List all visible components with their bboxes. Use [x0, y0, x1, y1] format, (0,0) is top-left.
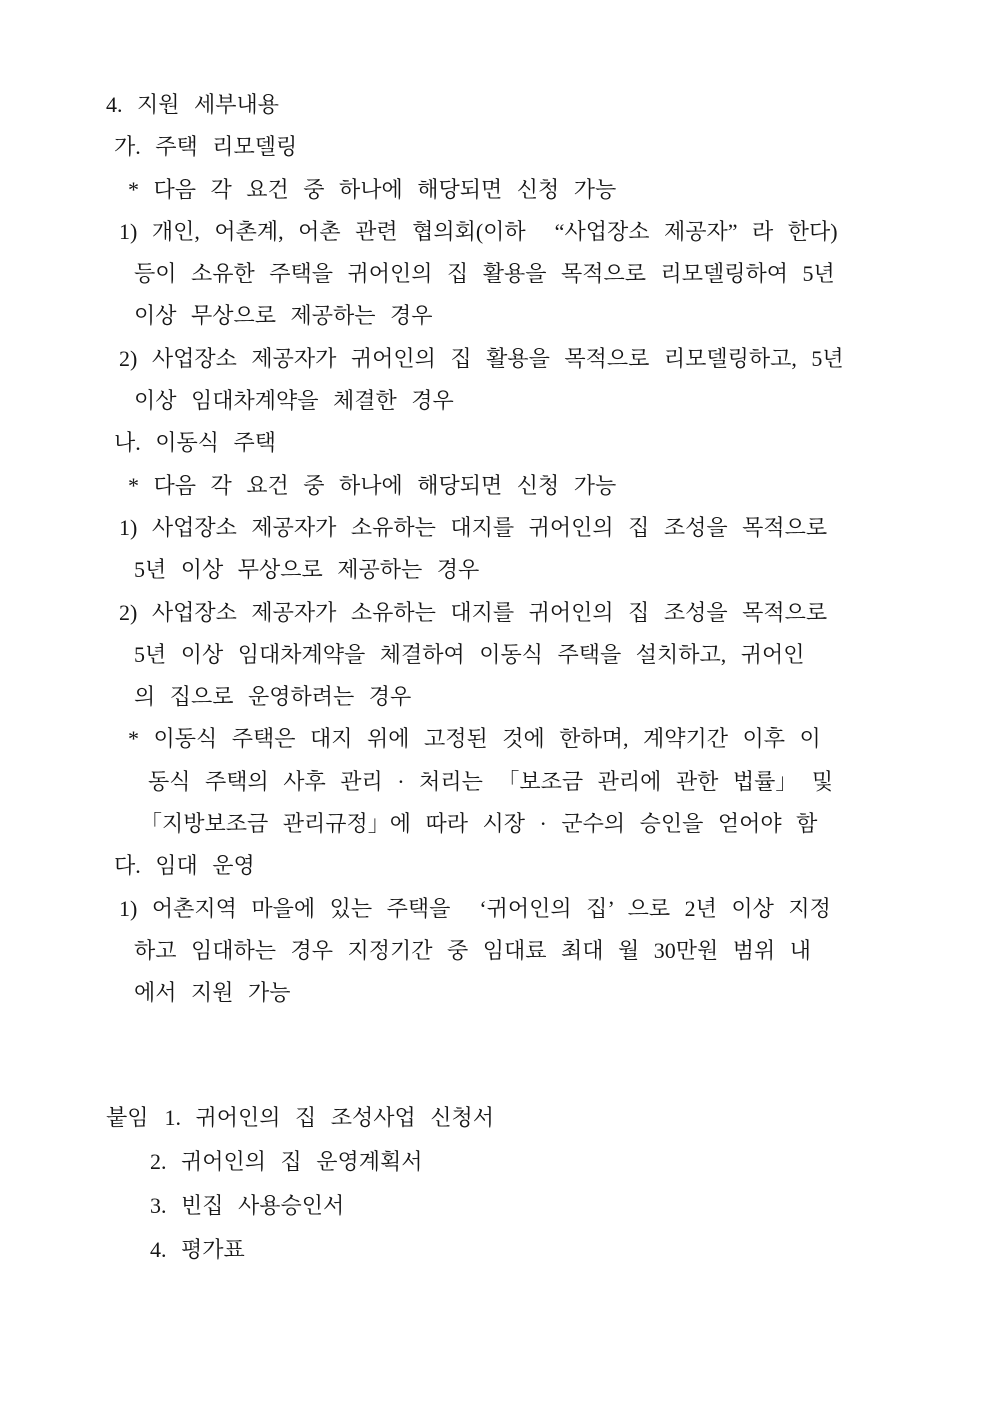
doc-line: 1) 어촌지역 마을에 있는 주택을 ‘귀어인의 집’ 으로 2년 이상 지정 — [119, 895, 831, 921]
subsection-na-mobile-housing: 나. 이동식 주택 — [114, 430, 277, 456]
attachments-label: 붙임 — [106, 1104, 149, 1130]
attachment-item: 2. 귀어인의 집 운영계획서 — [150, 1148, 423, 1174]
subsection-da-rental-operation: 다. 임대 운영 — [114, 853, 255, 879]
doc-line: 에서 지원 가능 — [134, 980, 291, 1006]
doc-line: 1) 개인, 어촌계, 어촌 관련 협의회(이하 “사업장소 제공자” 라 한다) — [119, 218, 838, 244]
attachment-item: 1. 귀어인의 집 조성사업 신청서 — [164, 1104, 495, 1130]
doc-line: 이상 임대차계약을 체결한 경우 — [134, 388, 454, 414]
doc-line: 2) 사업장소 제공자가 귀어인의 집 활용을 목적으로 리모델링하고, 5년 — [119, 345, 844, 371]
doc-line: 등이 소유한 주택을 귀어인의 집 활용을 목적으로 리모델링하여 5년 — [134, 261, 835, 287]
subsection-ga-housing-remodeling: 가. 주택 리모델링 — [114, 134, 298, 160]
doc-line: 1) 사업장소 제공자가 소유하는 대지를 귀어인의 집 조성을 목적으로 — [119, 514, 828, 540]
attachments-row — [0, 1096, 992, 1140]
doc-line: 의 집으로 운영하려는 경우 — [134, 684, 412, 710]
doc-line: 「지방보조금 관리규정」에 따라 시장 · 군수의 승인을 얻어야 함 — [140, 811, 818, 837]
doc-line: 하고 임대하는 경우 지정기간 중 임대료 최대 월 30만원 범위 내 — [134, 937, 812, 963]
section-heading-support-details: 4. 지원 세부내용 — [106, 92, 280, 117]
note-eligibility-requirements: * 다음 각 요건 중 하나에 해당되면 신청 가능 — [128, 472, 617, 498]
attachment-item: 3. 빈집 사용승인서 — [150, 1192, 345, 1218]
note-mobile-housing-rules: * 이동식 주택은 대지 위에 고정된 것에 한하며, 계약기간 이후 이 — [128, 726, 821, 752]
doc-line: 5년 이상 무상으로 제공하는 경우 — [134, 557, 480, 583]
document-body — [0, 84, 992, 1272]
doc-line: 동식 주택의 사후 관리 · 처리는 「보조금 관리에 관한 법률」 및 — [148, 768, 834, 794]
doc-line: 이상 무상으로 제공하는 경우 — [134, 303, 433, 329]
blank-gap — [0, 1015, 992, 1096]
note-eligibility-requirements: * 다음 각 요건 중 하나에 해당되면 신청 가능 — [128, 176, 617, 202]
doc-line: 2) 사업장소 제공자가 소유하는 대지를 귀어인의 집 조성을 목적으로 — [119, 599, 828, 625]
doc-line: 5년 이상 임대차계약을 체결하여 이동식 주택을 설치하고, 귀어인 — [134, 641, 805, 667]
attachment-item: 4. 평가표 — [150, 1236, 245, 1262]
